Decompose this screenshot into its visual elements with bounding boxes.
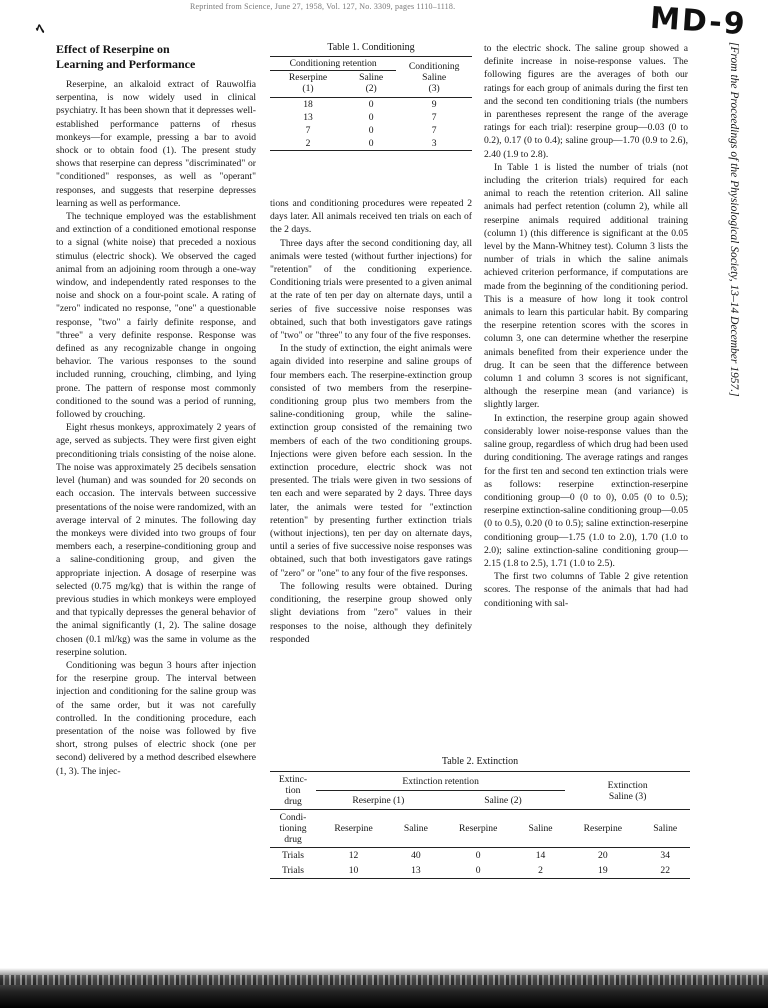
table-2-extinction-drug-label	[270, 772, 316, 810]
table-cell: 0	[368, 98, 374, 110]
column-3	[484, 42, 688, 610]
table-2-subheader: Saline	[391, 810, 441, 848]
table-1-conditioning	[270, 42, 472, 151]
paragraph: In Table 1 is listed the number of trials (not including the criterion trials) required for each animal to reach the retention criterion. All saline animals had perfect retention (column 2), while all reserpine animals required additional training (column 1) (this difference is significant at the 0.05 level by the Mann-Whitney test). Column 3 lists the number of trials in which the saline animals achieved criterion performance, if computations are made from the beginning of the conditioning period. This is a measure of how long it took control animals to learn this particular habit. By comparing the reserpine retention scores with the scores in column 3, one can determine whether the reserpine animals benefited from their experience under the drug. It can be seen that the difference between column 1 and column 3 scores is not significant, although the reserpine mean (and variance) is slightly larger.	[484, 161, 688, 411]
table-cell: 18	[303, 98, 313, 110]
paragraph: Conditioning was begun 3 hours after injection for the reserpine group. The interval between injection and conditioning for the saline group was of the same order, but it was not carefully controlled. In the conditioning procedure, each presentation of the noise was followed by five short, strong pulses of electric shock (one per second) delivered by a method described elsewhere (1, 3). The injec-	[56, 659, 256, 777]
table-cell: 19	[565, 863, 640, 879]
paragraph: The first two columns of Table 2 give retention scores. The response of the animals that had had conditioning with sal-	[484, 571, 688, 609]
article-title	[56, 42, 256, 72]
table-1-col-3-header	[396, 57, 472, 96]
table-2-subheader: Reserpine	[565, 810, 640, 848]
table-1-col-1-label: Reserpine	[288, 72, 328, 83]
table-1-col-3-number: (3)	[428, 83, 440, 94]
scan-edge-shadow	[0, 968, 768, 1008]
table-row	[270, 97, 472, 111]
side-note-proceedings: [From the Proceedings of the Physiological Society, 13–14 December 1957.]	[728, 42, 740, 397]
table-cell: 0	[441, 863, 516, 879]
table-cell: 0	[475, 850, 481, 861]
table-cell: 20	[598, 850, 608, 861]
table-cell: 14	[535, 850, 546, 861]
header-line: Extinction	[607, 779, 648, 791]
table-1-col-1-number: (1)	[302, 83, 314, 94]
article-title-line-1: Effect of Reserpine on	[56, 42, 170, 56]
label-line: Extinc-	[278, 774, 308, 785]
table-row	[270, 124, 472, 137]
table-row	[270, 137, 472, 151]
paragraph: The technique employed was the establishment and extinction of a conditioned emotional response to a signal (white noise) that preceded a noxious stimulus (electric shock). We observed the caged animal from an adjoining room through a one-way window, and independently rated responses to the noise and shock on a four-point scale. A rating of "zero" indicated no response, "one" a questionable response, "two" a fairly definite response, and "three" a very definite response. Response was defined as any recognizable change in ongoing behavior. The various responses to the sound included running, crouching, climbing, and lying prone. The pattern of response most commonly conditioned to the sound was a period of running, followed by crouching.	[56, 211, 256, 421]
table-2-subheader: Saline	[640, 810, 690, 848]
paragraph: Eight rhesus monkeys, approximately 2 years of age, served as subjects. They were first given eight preconditioning trials consisting of the noise alone. The noise was approximately 25 decibels sensation level (human) and was sounded for 20 seconds on each occasion. The intervals between successive presentations of the noise were randomized, with an average interval of 2 minutes. The following day the monkeys were divided into two groups of four members each, a reserpine-conditioning group and a saline-conditioning group, and given the appropriate injection. A dosage of reserpine was selected (0.75 mg/kg) that is within the range of previous studies in which monkeys were employed and that typically depresses the general behavior of the animal significantly (1, 2). The saline dosage chosen (0.1 ml/kg) was the same in volume as the reserpine solution.	[56, 422, 256, 658]
table-cell: 22	[640, 863, 690, 879]
reprint-line: Reprinted from Science, June 27, 1958, Vol. 127, No. 3309, pages 1110–1118.	[190, 2, 456, 11]
table-cell: 9	[431, 98, 437, 110]
table-2-saline-group: Saline (2)	[441, 791, 566, 810]
handwritten-mark: MD-9	[648, 0, 748, 43]
table-2-retention-header: Extinction retention	[316, 772, 565, 791]
table-2-reserpine-group: Reserpine (1)	[316, 791, 441, 810]
table-cell: 13	[391, 863, 441, 879]
table-cell: 7	[431, 124, 437, 136]
table-cell: 3	[396, 137, 472, 151]
table-cell: 0	[368, 124, 374, 136]
table-1-col-2-number: (2)	[365, 83, 377, 94]
table-2-conditioning-drug-label	[270, 810, 316, 848]
table-1-col-2-header	[346, 71, 396, 96]
table-cell: 0	[346, 137, 396, 151]
column-1	[56, 42, 256, 778]
table-2-subheader: Saline	[516, 810, 566, 848]
table-row	[270, 863, 690, 879]
column-2	[270, 197, 472, 646]
label-line: drug	[284, 796, 302, 807]
table-1-col-3-line-2: Saline	[422, 72, 447, 83]
header-line: Saline (3)	[608, 790, 647, 802]
label-line: drug	[284, 834, 302, 845]
table-2-subheader: Reserpine	[441, 810, 516, 848]
table-cell: 2	[516, 863, 566, 879]
table-1-caption: Table 1. Conditioning	[327, 42, 415, 53]
table-cell: 7	[431, 111, 437, 123]
table-cell: 7	[305, 124, 311, 136]
paragraph: to the electric shock. The saline group showed a definite increase in noise-response values. The following figures are the averages of both our ratings for each group of animals during the first ten and the second ten conditioning trials (the numbers in parentheses represent the range of the average ratings for each trial): reserpine group—0.03 (0 to 0.2), 0.17 (0 to 0.4); saline group—1.70 (0.9 to 2.6), 2.40 (1.9 to 2.8).	[484, 43, 688, 160]
table-cell: 13	[303, 111, 313, 123]
table-1-col-3-line-1: Conditioning	[408, 61, 460, 72]
table-cell: 12	[348, 850, 359, 861]
label-line: tioning	[279, 823, 307, 834]
paragraph: Reserpine, an alkaloid extract of Rauwolfia serpentina, is now widely used in clinical psychiatry. It has been shown that it depresses well-established performance patterns of rhesus monkeys—for example, pressing a bar to avoid shock or to obtain food (1). The present study shows that reserpine can depress "discriminated" or "conditioned" responses, as well as "operant" responses, and suggests that reserpine depresses learning as well as performance.	[56, 79, 256, 209]
table-2	[270, 771, 690, 879]
scan-edge-noise	[0, 975, 768, 985]
table-row-label: Trials	[281, 850, 305, 861]
table-row-label: Trials	[270, 863, 316, 879]
article-title-line-2: Learning and Performance	[56, 57, 196, 71]
table-1-col-2-label: Saline	[359, 72, 384, 83]
table-1-group-header: Conditioning retention	[270, 57, 396, 71]
table-2-saline-extinction-header	[565, 772, 690, 810]
table-2-extinction	[270, 756, 690, 879]
paragraph: Three days after the second conditioning day, all animals were tested (without further injections) for "retention" of the conditioning experience. Conditioning trials were presented to a given animal at the rate of ten per day on alternate days, until a series of five successive noise responses was obtained, such that both investigators gave ratings of "two" or "three" to any four of the five responses.	[270, 237, 472, 342]
paragraph: In the study of extinction, the eight animals were again divided into reserpine and saline groups of four members each. The reserpine-extinction group consisted of two members from the reserpine-conditioning group plus two members from the saline-conditioning group, while the saline-extinction group consisted of the remaining two members of each of the two conditioning groups. Injections were given before each session. In the extinction procedure, electric shock was not presented. The trials were given in two sessions of ten each and were separated by 2 days. Three days later, the animals were tested for "extinction retention" by presenting further extinction trials (without injections), ten per day on alternate days, until a series of five successive noise responses was obtained, such that both investigators gave ratings of "zero" or "one" to any four of the five responses.	[270, 343, 472, 579]
paragraph: tions and conditioning procedures were repeated 2 days later. All animals received ten trials on each of the 2 days.	[270, 198, 472, 236]
table-2-subheader: Reserpine	[316, 810, 391, 848]
table-cell: 34	[660, 850, 670, 861]
table-1	[270, 56, 472, 151]
table-1-col-1-header	[270, 71, 346, 96]
label-line: tion	[285, 785, 301, 796]
paragraph: The following results were obtained. During conditioning, the reserpine group showed only slight deviations from "zero" values in their responses to the noise, although they definitely responded	[270, 580, 472, 645]
table-cell: 2	[270, 137, 346, 151]
table-cell: 40	[411, 850, 421, 861]
corner-mark: ﾍ	[36, 21, 45, 38]
paragraph: In extinction, the reserpine group again showed considerably lower noise-response values than the saline group, regardless of which drug had been used during conditioning. The average ratings and ranges for the first ten and second ten extinction trials were as follows: reserpine extinction-reserpine conditioning group—0 (0 to 0), 0.05 (0 to 0.5); reserpine extinction-saline conditioning group—0.05 (0 to 0.5), 0.20 (0 to 0.5); saline extinction-reserpine conditioning group—1.75 (1.0 to 2.0), 1.70 (1.0 to 2.0); saline extinction-saline conditioning group—2.15 (1.8 to 2.5), 1.71 (1.0 to 2.5).	[484, 412, 688, 569]
table-cell: 10	[316, 863, 391, 879]
table-row	[270, 848, 690, 864]
table-cell: 0	[368, 111, 374, 123]
label-line: Condi-	[279, 812, 307, 823]
table-row	[270, 111, 472, 124]
table-2-caption: Table 2. Extinction	[441, 756, 519, 767]
